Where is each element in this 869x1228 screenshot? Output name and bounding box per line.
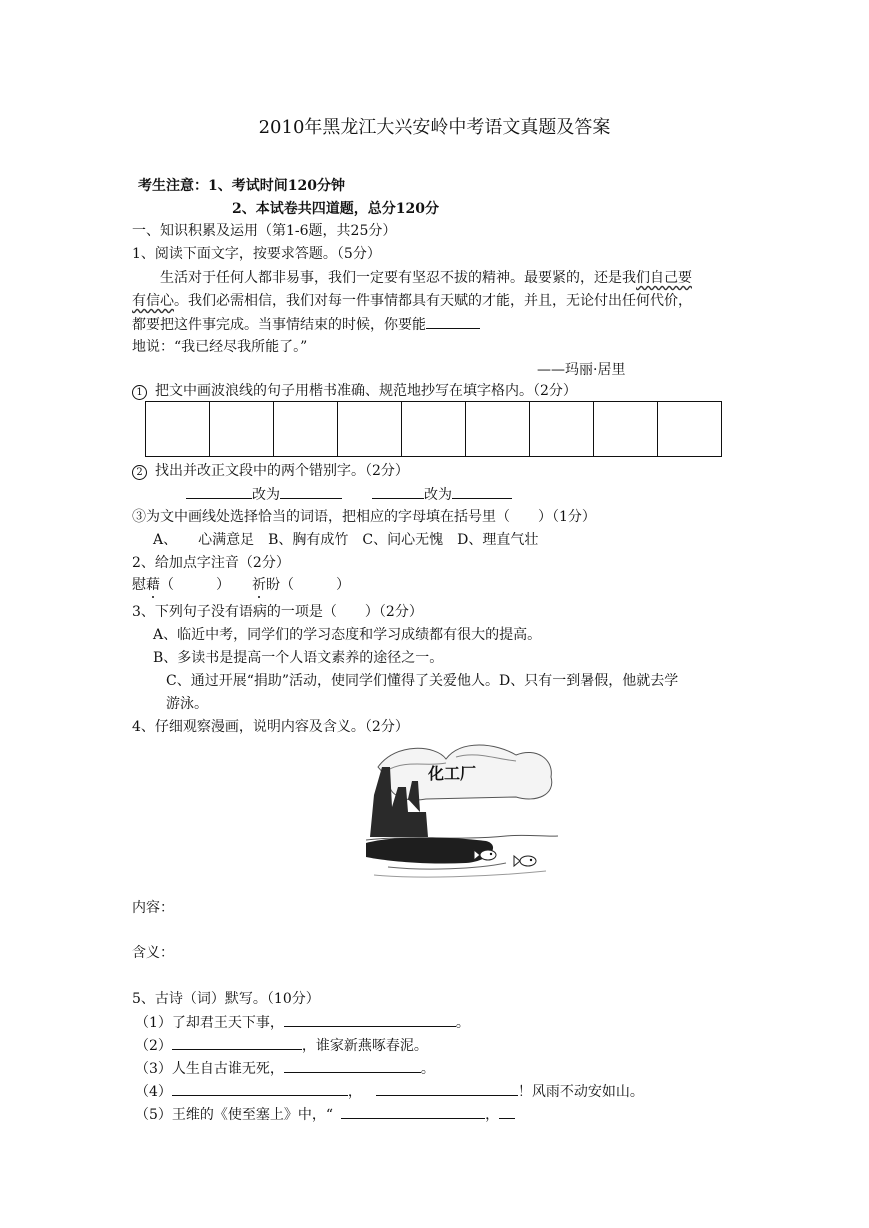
- notice-line-2: 2、本试卷共四道题，总分120分: [232, 201, 439, 217]
- section-heading: 一、知识积累及运用（第1-6题，共25分）: [132, 223, 397, 239]
- q1-text-a: 生活对于任何人都非易事，我们一定要有坚忍不拔的精神。最要紧的，还是我: [160, 270, 636, 286]
- grid-cell[interactable]: [530, 402, 594, 456]
- q4-content-label: 内容：: [132, 900, 174, 916]
- circled-number-2: 2: [132, 465, 147, 480]
- grid-cell[interactable]: [402, 402, 466, 456]
- q1-options: A、 心满意足 B、胸有成竹 C、问心无愧 D、理直气壮: [153, 532, 539, 548]
- q5-item-3: [135, 1058, 435, 1079]
- q5-blank-4a[interactable]: [172, 1081, 348, 1096]
- q5-item-3-end: 。: [420, 1061, 435, 1077]
- q1-paragraph-line-3: [132, 314, 480, 335]
- q1-sub2: [132, 461, 409, 481]
- writing-grid[interactable]: [145, 401, 722, 457]
- q3-option-a: A、临近中考，同学们的学习态度和学习成绩都有很大的提高。: [153, 627, 542, 643]
- grid-cell[interactable]: [274, 402, 338, 456]
- q2-paren-2: （ ）: [280, 577, 350, 593]
- grid-cell[interactable]: [210, 402, 274, 456]
- q3-heading: 3、下列句子没有语病的一项是（ ）（2分）: [132, 604, 423, 620]
- q2-dotted-char-1: 藉: [146, 577, 160, 593]
- grid-cell[interactable]: [466, 402, 530, 456]
- q2-word1-char1: 慰: [132, 577, 146, 593]
- q5-blank-4b[interactable]: [376, 1081, 518, 1096]
- q5-item-1-end: 。: [455, 1015, 470, 1031]
- q4-meaning-label: 含义：: [132, 945, 174, 961]
- q5-item-1-text: （1）了却君王天下事，: [135, 1015, 284, 1031]
- cartoon-factory-label: 化工厂: [428, 764, 477, 783]
- factory-pollution-cartoon: [366, 737, 558, 885]
- grid-cell[interactable]: [594, 402, 658, 456]
- q1-wavy-text-2: 有信心: [132, 293, 174, 309]
- q2-paren-1: （ ）: [160, 577, 230, 593]
- q5-item-1: [135, 1012, 470, 1033]
- q3-option-b: B、多读书是提高一个人语文素养的途径之一。: [153, 650, 444, 666]
- grid-cell[interactable]: [146, 402, 210, 456]
- q2-heading: 2、给加点字注音（2分）: [132, 555, 290, 571]
- q5-item-4-comma: ，: [347, 1084, 362, 1100]
- grid-cell[interactable]: [338, 402, 402, 456]
- q1-paragraph-line-1: [160, 268, 692, 288]
- q1-source: ——玛丽·居里: [537, 362, 626, 378]
- q1-sub1-text: 把文中画波浪线的句子用楷书准确、规范地抄写在填字格内。（2分）: [155, 383, 577, 399]
- notice-line-1: 考生注意：1、考试时间120分钟: [138, 178, 345, 194]
- q4-heading: 4、仔细观察漫画，说明内容及含义。（2分）: [132, 719, 409, 735]
- q1-heading: 1、阅读下面文字，按要求答题。（5分）: [132, 246, 381, 262]
- q5-blank-1[interactable]: [284, 1012, 456, 1027]
- q5-blank-5a[interactable]: [341, 1104, 485, 1119]
- q2-dotted-char-2: 祈: [252, 577, 266, 593]
- q5-item-5: [135, 1104, 515, 1125]
- q2-items: [132, 575, 350, 595]
- wrong-char-blank-2[interactable]: [372, 484, 424, 499]
- q1-sub1: [132, 381, 577, 401]
- q5-item-4: [135, 1081, 644, 1102]
- q1-paragraph-line-2: [132, 291, 692, 311]
- q5-item-5-text: （5）王维的《使至塞上》中，“: [135, 1107, 334, 1123]
- change-to-label-1: 改为: [252, 487, 280, 503]
- q1-correction-row: [186, 484, 512, 505]
- q5-item-4-text: （4）: [135, 1084, 172, 1100]
- q5-item-2-end: ，谁家新燕啄春泥。: [301, 1038, 428, 1054]
- q5-item-3-text: （3）人生自古谁无死，: [135, 1061, 284, 1077]
- q5-item-4-end: ！风雨不动安如山。: [517, 1084, 644, 1100]
- q1-sub3: ③为文中画线处选择恰当的词语，把相应的字母填在括号里（ ）（1分）: [132, 509, 596, 525]
- q5-blank-2[interactable]: [172, 1035, 302, 1050]
- q1-fill-blank[interactable]: [426, 314, 480, 329]
- q1-sub2-text: 找出并改正文段中的两个错别字。（2分）: [155, 463, 409, 479]
- q5-item-5-comma: ，: [485, 1107, 500, 1123]
- q5-item-2: [135, 1035, 428, 1056]
- q1-wavy-text-1: 们自己要: [636, 270, 692, 286]
- correct-char-blank-1[interactable]: [280, 484, 342, 499]
- q1-paragraph-line-4: 地说：“我已经尽我所能了。”: [132, 339, 308, 355]
- q1-text-c: 都要把这件事完成。当事情结束的时候，你要能: [132, 317, 426, 333]
- page-title: 2010年黑龙江大兴安岭中考语文真题及答案: [258, 117, 611, 138]
- wrong-char-blank-1[interactable]: [186, 484, 252, 499]
- q3-option-c-cont: 游泳。: [166, 696, 208, 712]
- change-to-label-2: 改为: [424, 487, 452, 503]
- q5-item-2-text: （2）: [135, 1038, 172, 1054]
- q2-word2-char2: 盼: [266, 577, 280, 593]
- q1-text-b: 。我们必需相信，我们对每一件事情都具有天赋的才能，并且，无论付出任何代价，: [174, 293, 692, 309]
- q5-blank-3[interactable]: [284, 1058, 421, 1073]
- grid-cell[interactable]: [658, 402, 721, 456]
- circled-number-1: 1: [132, 385, 147, 400]
- correct-char-blank-2[interactable]: [452, 484, 512, 499]
- q5-blank-5b[interactable]: [499, 1104, 515, 1119]
- q3-option-c: C、通过开展“捐助”活动，使同学们懂得了关爱他人。D、只有一到暑假，他就去学: [166, 673, 679, 689]
- q5-heading: 5、古诗（词）默写。（10分）: [132, 991, 320, 1007]
